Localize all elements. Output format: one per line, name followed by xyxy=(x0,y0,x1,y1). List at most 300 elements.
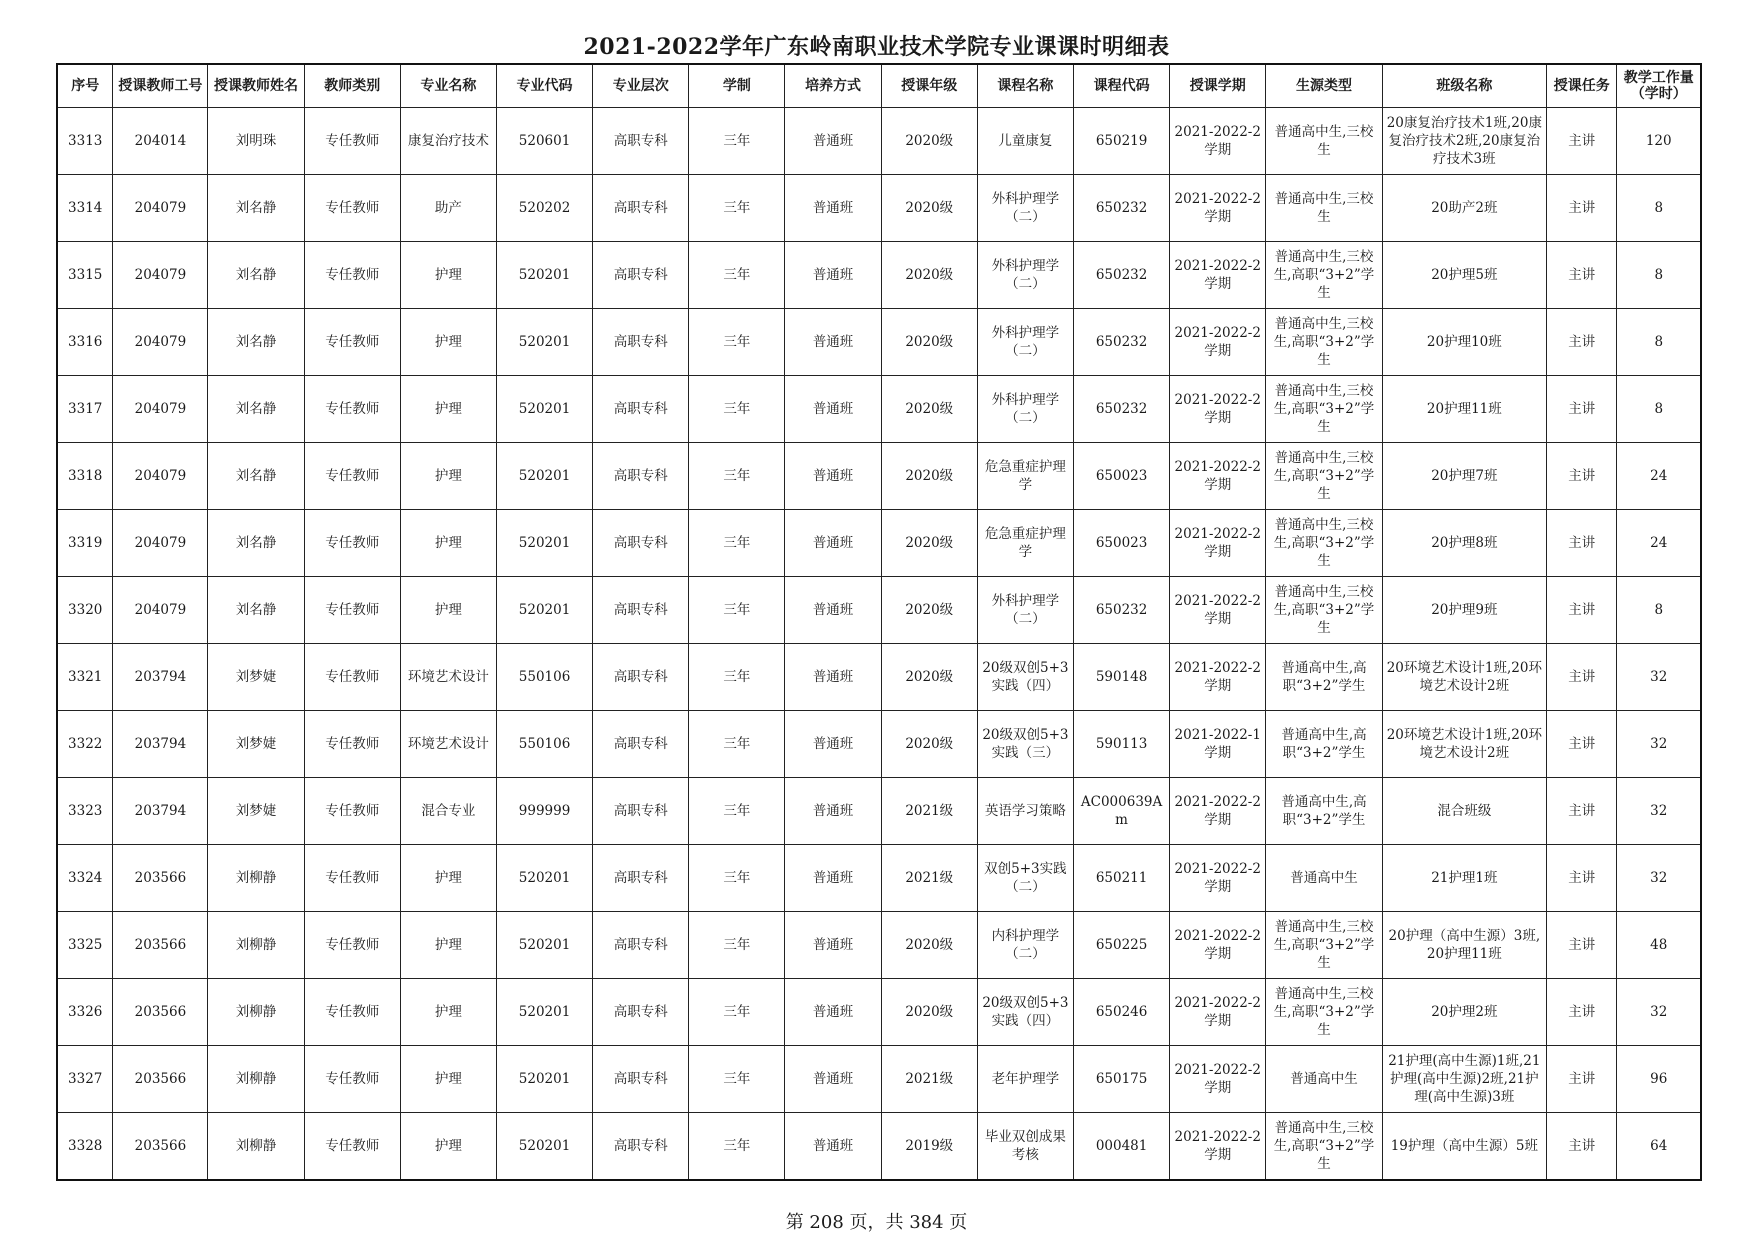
table-cell xyxy=(57,845,113,912)
table-row xyxy=(57,711,1701,778)
column-header: 学制 xyxy=(689,64,785,108)
table-cell xyxy=(977,778,1073,845)
table-cell xyxy=(881,577,977,644)
page-footer: 第 208 页，共 384 页 xyxy=(785,1212,968,1233)
table-cell xyxy=(400,845,496,912)
cell-text: 203794 xyxy=(134,736,187,752)
table-cell xyxy=(785,1046,881,1113)
table-cell xyxy=(977,108,1073,175)
table-row xyxy=(57,845,1701,912)
table-cell xyxy=(1266,1113,1382,1181)
table-cell xyxy=(1170,108,1266,175)
cell-text: 204079 xyxy=(134,602,187,618)
cell-text: 高职专科 xyxy=(613,468,668,484)
table-row xyxy=(57,108,1701,175)
table-cell xyxy=(1547,309,1617,376)
column-header: 授课学期 xyxy=(1170,64,1266,108)
cell-text: 主讲 xyxy=(1568,1071,1596,1087)
cell-text: 外科护理学（二） xyxy=(991,325,1060,359)
table-cell xyxy=(689,711,785,778)
table-cell xyxy=(496,175,592,242)
cell-text: 32 xyxy=(1650,870,1668,886)
table-cell xyxy=(977,175,1073,242)
cell-text: 32 xyxy=(1650,803,1668,819)
table-cell xyxy=(208,711,304,778)
table-cell xyxy=(304,577,400,644)
table-cell xyxy=(1266,979,1382,1046)
cell-text: 520201 xyxy=(518,401,571,417)
table-cell xyxy=(113,242,208,309)
cell-text: 20护理8班 xyxy=(1431,535,1498,551)
table-cell xyxy=(1617,711,1701,778)
cell-text: 2020级 xyxy=(905,401,954,417)
cell-text: 环境艺术设计 xyxy=(407,669,489,685)
table-cell xyxy=(57,108,113,175)
cell-text: 8 xyxy=(1654,200,1664,216)
table-cell xyxy=(1617,443,1701,510)
table-row xyxy=(57,175,1701,242)
table-cell xyxy=(1617,845,1701,912)
table-cell xyxy=(496,577,592,644)
table-cell xyxy=(593,1046,689,1113)
table-cell xyxy=(1382,242,1546,309)
cell-text: 20护理2班 xyxy=(1431,1004,1498,1020)
table-cell xyxy=(304,1046,400,1113)
column-header: 专业代码 xyxy=(496,64,592,108)
table-cell xyxy=(977,912,1073,979)
table-cell xyxy=(881,242,977,309)
table-cell xyxy=(1266,242,1382,309)
table-cell xyxy=(400,778,496,845)
cell-text: 外科护理学（二） xyxy=(991,191,1060,225)
cell-text: 520201 xyxy=(518,535,571,551)
table-cell xyxy=(1547,175,1617,242)
table-cell xyxy=(1382,443,1546,510)
cell-text: 护理 xyxy=(434,401,462,417)
table-cell xyxy=(1266,376,1382,443)
cell-text: 普通班 xyxy=(812,803,854,819)
cell-text: 520201 xyxy=(518,1138,571,1154)
table-cell xyxy=(400,979,496,1046)
cell-text: 550106 xyxy=(518,736,571,752)
table-cell xyxy=(1170,577,1266,644)
table-cell xyxy=(593,309,689,376)
table-cell xyxy=(1074,510,1170,577)
cell-text: 专任教师 xyxy=(325,267,380,283)
cell-text: 三年 xyxy=(723,334,751,350)
cell-text: 高职专科 xyxy=(613,803,668,819)
table-cell xyxy=(208,510,304,577)
table-cell xyxy=(881,376,977,443)
cell-text: 护理 xyxy=(434,535,462,551)
table-cell xyxy=(689,845,785,912)
table-cell xyxy=(1170,175,1266,242)
table-cell xyxy=(1382,1113,1546,1181)
table-cell xyxy=(208,175,304,242)
table-cell xyxy=(1547,644,1617,711)
cell-text: 护理 xyxy=(434,1004,462,1020)
cell-text: 双创5+3实践（二） xyxy=(984,861,1067,895)
cell-text: 650219 xyxy=(1095,133,1148,149)
table-cell xyxy=(593,376,689,443)
table-cell xyxy=(1170,644,1266,711)
table-cell xyxy=(400,175,496,242)
table-cell xyxy=(1170,711,1266,778)
table-cell xyxy=(304,912,400,979)
cell-text: 650175 xyxy=(1095,1071,1148,1087)
table-row xyxy=(57,1113,1701,1181)
table-cell xyxy=(304,376,400,443)
table-cell xyxy=(113,778,208,845)
cell-text: 520201 xyxy=(518,870,571,886)
cell-text: 120 xyxy=(1645,133,1672,149)
cell-text: 主讲 xyxy=(1568,736,1596,752)
table-cell xyxy=(881,1113,977,1181)
course-hours-table xyxy=(56,63,1702,1181)
cell-text: 专任教师 xyxy=(325,200,380,216)
table-cell xyxy=(689,912,785,979)
table-cell xyxy=(57,577,113,644)
table-cell xyxy=(977,376,1073,443)
cell-text: 护理 xyxy=(434,1138,462,1154)
table-cell xyxy=(785,644,881,711)
cell-text: 2019级 xyxy=(905,1138,954,1154)
table-cell xyxy=(785,577,881,644)
cell-text: 专任教师 xyxy=(325,669,380,685)
cell-text: 3327 xyxy=(68,1071,103,1087)
table-cell xyxy=(304,711,400,778)
cell-text: 3322 xyxy=(68,736,103,752)
cell-text: 三年 xyxy=(723,602,751,618)
table-cell xyxy=(1617,1113,1701,1181)
table-cell xyxy=(977,979,1073,1046)
cell-text: 刘名静 xyxy=(235,334,277,350)
cell-text: 20级双创5+3实践（四） xyxy=(982,660,1069,694)
cell-text: 32 xyxy=(1650,669,1668,685)
table-cell xyxy=(304,845,400,912)
cell-text: 主讲 xyxy=(1568,937,1596,953)
cell-text: 普通班 xyxy=(812,535,854,551)
table-cell xyxy=(689,644,785,711)
cell-text: 普通班 xyxy=(812,133,854,149)
cell-text: 96 xyxy=(1650,1071,1668,1087)
table-cell xyxy=(400,711,496,778)
cell-text: 危急重症护理学 xyxy=(984,526,1066,560)
table-cell xyxy=(304,510,400,577)
table-cell xyxy=(689,242,785,309)
cell-text: 3323 xyxy=(68,803,103,819)
table-cell xyxy=(57,711,113,778)
cell-text: 20护理（高中生源）3班,20护理11班 xyxy=(1388,928,1541,962)
table-cell xyxy=(1074,979,1170,1046)
cell-text: 2021-2022-2学期 xyxy=(1174,124,1261,158)
table-cell xyxy=(113,1113,208,1181)
table-cell xyxy=(400,510,496,577)
table-cell xyxy=(785,443,881,510)
table-cell xyxy=(977,1046,1073,1113)
table-cell xyxy=(1617,912,1701,979)
table-cell xyxy=(1074,711,1170,778)
cell-text: 专任教师 xyxy=(325,803,380,819)
table-cell xyxy=(113,979,208,1046)
table-cell xyxy=(785,778,881,845)
cell-text: 主讲 xyxy=(1568,267,1596,283)
table-cell xyxy=(1074,644,1170,711)
table-cell xyxy=(113,644,208,711)
cell-text: 3325 xyxy=(68,937,103,953)
cell-text: 3315 xyxy=(68,267,103,283)
table-cell xyxy=(689,510,785,577)
table-cell xyxy=(113,309,208,376)
table-cell xyxy=(785,309,881,376)
table-cell xyxy=(881,309,977,376)
cell-text: 三年 xyxy=(723,669,751,685)
table-cell xyxy=(1074,376,1170,443)
cell-text: 三年 xyxy=(723,1138,751,1154)
cell-text: 20级双创5+3实践（四） xyxy=(982,995,1069,1029)
table-cell xyxy=(1074,577,1170,644)
table-cell xyxy=(1547,1046,1617,1113)
cell-text: 2021-2022-2学期 xyxy=(1174,258,1261,292)
cell-text: 普通班 xyxy=(812,870,854,886)
table-cell xyxy=(113,845,208,912)
table-cell xyxy=(689,979,785,1046)
cell-text: 刘名静 xyxy=(235,468,277,484)
column-header: 授课教师姓名 xyxy=(208,64,304,108)
table-cell xyxy=(977,1113,1073,1181)
cell-text: 高职专科 xyxy=(613,669,668,685)
table-cell xyxy=(1547,108,1617,175)
cell-text: 2021-2022-2学期 xyxy=(1174,191,1261,225)
cell-text: 3317 xyxy=(68,401,103,417)
cell-text: 2020级 xyxy=(905,267,954,283)
cell-text: 普通高中生,高职“3+2”学生 xyxy=(1281,794,1367,828)
table-cell xyxy=(785,175,881,242)
table-cell xyxy=(785,108,881,175)
table-row xyxy=(57,443,1701,510)
table-cell xyxy=(785,711,881,778)
cell-text: 三年 xyxy=(723,870,751,886)
table-cell xyxy=(57,979,113,1046)
cell-text: 520201 xyxy=(518,468,571,484)
cell-text: 3314 xyxy=(68,200,103,216)
column-header: 授课任务 xyxy=(1547,64,1617,108)
cell-text: 高职专科 xyxy=(613,937,668,953)
table-cell xyxy=(881,443,977,510)
cell-text: 650232 xyxy=(1095,267,1148,283)
column-header: 专业名称 xyxy=(400,64,496,108)
cell-text: 普通班 xyxy=(812,401,854,417)
cell-text: 高职专科 xyxy=(613,267,668,283)
cell-text: 专任教师 xyxy=(325,401,380,417)
table-cell xyxy=(1547,912,1617,979)
cell-text: 2020级 xyxy=(905,602,954,618)
column-header: 培养方式 xyxy=(785,64,881,108)
table-cell xyxy=(1266,175,1382,242)
table-cell xyxy=(496,376,592,443)
cell-text: 三年 xyxy=(723,803,751,819)
table-cell xyxy=(304,644,400,711)
cell-text: 32 xyxy=(1650,1004,1668,1020)
cell-text: 专任教师 xyxy=(325,870,380,886)
table-cell xyxy=(400,1113,496,1181)
table-cell xyxy=(1074,778,1170,845)
table-cell xyxy=(881,1046,977,1113)
column-header: 生源类型 xyxy=(1266,64,1382,108)
cell-text: 主讲 xyxy=(1568,870,1596,886)
table-cell xyxy=(1382,510,1546,577)
table-cell xyxy=(208,979,304,1046)
cell-text: 护理 xyxy=(434,267,462,283)
cell-text: 203566 xyxy=(134,870,187,886)
cell-text: 英语学习策略 xyxy=(984,803,1066,819)
table-cell xyxy=(977,577,1073,644)
table-cell xyxy=(1617,979,1701,1046)
cell-text: 普通高中生,高职“3+2”学生 xyxy=(1281,660,1367,694)
cell-text: 刘明珠 xyxy=(235,133,277,149)
cell-text: 专任教师 xyxy=(325,1071,380,1087)
table-cell xyxy=(208,108,304,175)
cell-text: 20护理7班 xyxy=(1431,468,1498,484)
cell-text: 普通班 xyxy=(812,602,854,618)
table-cell xyxy=(1266,108,1382,175)
cell-text: 203566 xyxy=(134,1071,187,1087)
cell-text: 高职专科 xyxy=(613,133,668,149)
cell-text: 520202 xyxy=(518,200,571,216)
cell-text: 主讲 xyxy=(1568,200,1596,216)
table-cell xyxy=(304,309,400,376)
cell-text: 20级双创5+3实践（三） xyxy=(982,727,1069,761)
cell-text: 20环境艺术设计1班,20环境艺术设计2班 xyxy=(1386,660,1542,694)
table-cell xyxy=(1617,1046,1701,1113)
table-cell xyxy=(1266,912,1382,979)
table-cell xyxy=(593,510,689,577)
cell-text: 高职专科 xyxy=(613,602,668,618)
cell-text: 刘梦婕 xyxy=(235,669,277,685)
cell-text: 2021级 xyxy=(905,803,954,819)
cell-text: 普通高中生,三校生,高职“3+2”学生 xyxy=(1273,316,1375,368)
cell-text: 3316 xyxy=(68,334,103,350)
cell-text: 助产 xyxy=(434,200,462,216)
cell-text: 3313 xyxy=(68,133,103,149)
table-cell xyxy=(57,1046,113,1113)
cell-text: 2020级 xyxy=(905,200,954,216)
cell-text: 3328 xyxy=(68,1138,103,1154)
table-cell xyxy=(1266,309,1382,376)
cell-text: 2021-2022-2学期 xyxy=(1174,1129,1261,1163)
table-cell xyxy=(57,510,113,577)
table-cell xyxy=(977,309,1073,376)
table-cell xyxy=(1266,644,1382,711)
cell-text: 2021-2022-2学期 xyxy=(1174,995,1261,1029)
cell-text: 204079 xyxy=(134,535,187,551)
cell-text: 32 xyxy=(1650,736,1668,752)
table-cell xyxy=(57,376,113,443)
table-cell xyxy=(1170,443,1266,510)
cell-text: 2020级 xyxy=(905,937,954,953)
table-cell xyxy=(1547,443,1617,510)
cell-text: 普通高中生,三校生,高职“3+2”学生 xyxy=(1273,249,1375,301)
table-cell xyxy=(977,510,1073,577)
cell-text: 三年 xyxy=(723,200,751,216)
cell-text: 204079 xyxy=(134,468,187,484)
cell-text: 203566 xyxy=(134,1138,187,1154)
cell-text: 普通班 xyxy=(812,468,854,484)
table-cell xyxy=(1382,309,1546,376)
cell-text: 专任教师 xyxy=(325,468,380,484)
cell-text: 520601 xyxy=(518,133,571,149)
table-row xyxy=(57,778,1701,845)
page-title: 2021-2022学年广东岭南职业技术学院专业课课时明细表 xyxy=(583,34,1170,60)
column-header: 授课年级 xyxy=(881,64,977,108)
cell-text: 高职专科 xyxy=(613,401,668,417)
table-cell xyxy=(1382,376,1546,443)
cell-text: 8 xyxy=(1654,401,1664,417)
cell-text: 普通班 xyxy=(812,1004,854,1020)
table-cell xyxy=(593,577,689,644)
table-row xyxy=(57,644,1701,711)
cell-text: 2021-2022-2学期 xyxy=(1174,459,1261,493)
table-cell xyxy=(1074,443,1170,510)
table-cell xyxy=(593,443,689,510)
table-cell xyxy=(1074,912,1170,979)
table-cell xyxy=(689,175,785,242)
table-cell xyxy=(208,376,304,443)
table-cell xyxy=(1266,845,1382,912)
cell-text: 三年 xyxy=(723,401,751,417)
table-cell xyxy=(1170,510,1266,577)
table-cell xyxy=(977,242,1073,309)
cell-text: 刘名静 xyxy=(235,602,277,618)
cell-text: 520201 xyxy=(518,1004,571,1020)
cell-text: 普通高中生,三校生,高职“3+2”学生 xyxy=(1273,517,1375,569)
cell-text: 3318 xyxy=(68,468,103,484)
table-cell xyxy=(593,644,689,711)
table-cell xyxy=(689,1113,785,1181)
table-cell xyxy=(208,309,304,376)
table-cell xyxy=(1617,778,1701,845)
table-cell xyxy=(593,108,689,175)
cell-text: 三年 xyxy=(723,937,751,953)
cell-text: 专任教师 xyxy=(325,1138,380,1154)
cell-text: 混合专业 xyxy=(421,803,476,819)
cell-text: 三年 xyxy=(723,468,751,484)
cell-text: 刘梦婕 xyxy=(235,803,277,819)
table-cell xyxy=(1170,845,1266,912)
table-cell xyxy=(881,644,977,711)
cell-text: 危急重症护理学 xyxy=(984,459,1066,493)
table-cell xyxy=(1617,175,1701,242)
table-cell xyxy=(1547,711,1617,778)
cell-text: 主讲 xyxy=(1568,1004,1596,1020)
table-cell xyxy=(113,577,208,644)
cell-text: 普通班 xyxy=(812,267,854,283)
table-cell xyxy=(496,778,592,845)
cell-text: 2021-2022-1学期 xyxy=(1174,727,1261,761)
table-cell xyxy=(208,577,304,644)
cell-text: 三年 xyxy=(723,535,751,551)
table-cell xyxy=(208,242,304,309)
table-cell xyxy=(400,242,496,309)
cell-text: 普通高中生 xyxy=(1290,870,1358,886)
table-cell xyxy=(785,912,881,979)
cell-text: 高职专科 xyxy=(613,535,668,551)
cell-text: 内科护理学（二） xyxy=(991,928,1060,962)
table-cell xyxy=(977,644,1073,711)
cell-text: 高职专科 xyxy=(613,870,668,886)
table-cell xyxy=(1170,778,1266,845)
table-cell xyxy=(1266,778,1382,845)
